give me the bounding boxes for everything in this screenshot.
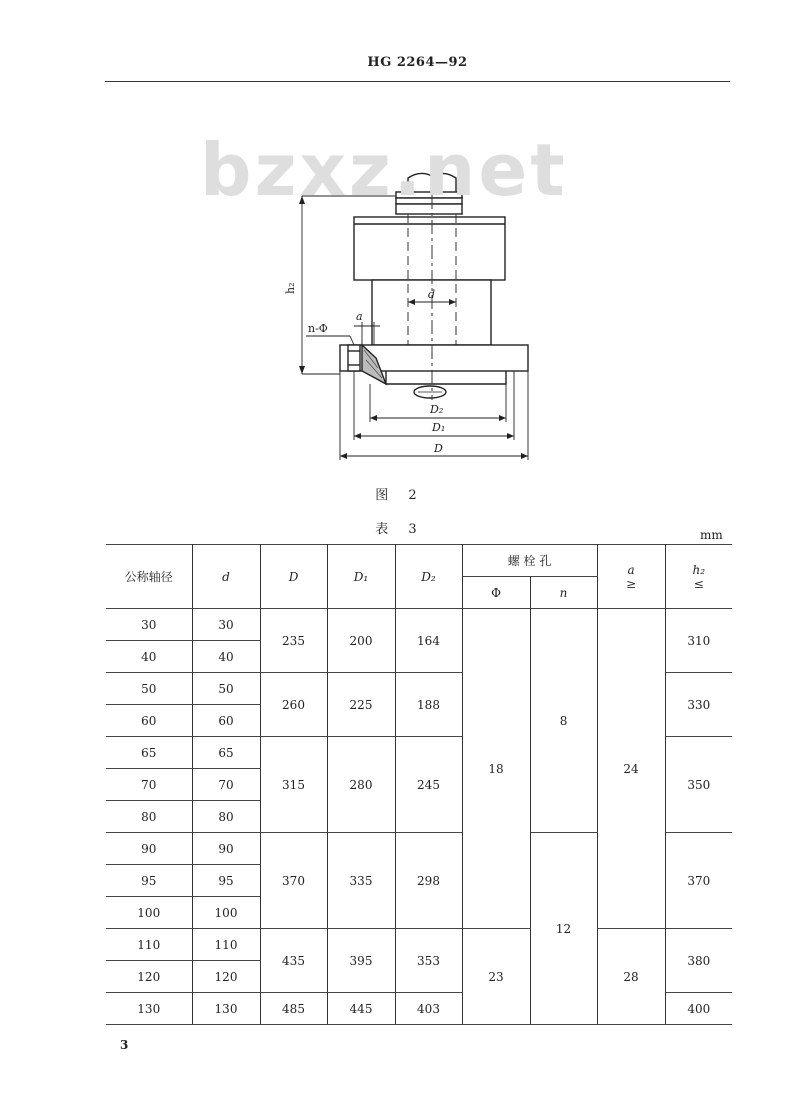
label-D1: D₁ xyxy=(432,421,446,434)
header-a-symbol: ≥ xyxy=(625,576,637,591)
header-a-label: a xyxy=(627,562,635,577)
cell-h2: 380 xyxy=(665,929,732,993)
cell-nominal: 90 xyxy=(106,833,192,865)
cell-nominal: 30 xyxy=(106,609,192,641)
header-bolt-hole: 螺 栓 孔 xyxy=(462,545,597,577)
table-row xyxy=(106,609,732,641)
header-phi: Φ xyxy=(462,577,530,609)
cell-D: 370 xyxy=(260,833,327,929)
header-n: n xyxy=(530,577,597,609)
cell-d: 80 xyxy=(192,801,260,833)
figure-caption: 图 2 xyxy=(375,488,425,503)
cell-h2: 350 xyxy=(665,737,732,833)
cell-d: 70 xyxy=(192,769,260,801)
cell-D1: 395 xyxy=(327,929,395,993)
cell-nominal: 70 xyxy=(106,769,192,801)
label-a: a xyxy=(356,310,363,323)
cell-h2: 400 xyxy=(665,993,732,1025)
cell-phi: 23 xyxy=(462,929,530,1025)
cell-phi: 18 xyxy=(462,609,530,929)
cell-nominal: 60 xyxy=(106,705,192,737)
cell-a: 28 xyxy=(597,929,665,1025)
label-D: D xyxy=(434,442,443,455)
cell-D2: 164 xyxy=(395,609,462,673)
cell-D: 260 xyxy=(260,673,327,737)
cell-nominal: 95 xyxy=(106,865,192,897)
technical-drawing xyxy=(0,0,800,520)
cell-n: 8 xyxy=(530,609,597,833)
cell-d: 65 xyxy=(192,737,260,769)
cell-D2: 403 xyxy=(395,993,462,1025)
header-h2-symbol: ≤ xyxy=(693,576,704,591)
cell-nominal: 110 xyxy=(106,929,192,961)
cell-n: 12 xyxy=(530,833,597,1025)
cell-D2: 245 xyxy=(395,737,462,833)
cell-D2: 353 xyxy=(395,929,462,993)
cell-h2: 310 xyxy=(665,609,732,673)
cell-nominal: 130 xyxy=(106,993,192,1025)
page-number: 3 xyxy=(120,1038,129,1052)
cell-d: 130 xyxy=(192,993,260,1025)
cell-nominal: 40 xyxy=(106,641,192,673)
cell-D: 435 xyxy=(260,929,327,993)
label-n-phi: n-Φ xyxy=(308,322,328,335)
header-nominal: 公称轴径 xyxy=(106,545,192,609)
standard-number: HG 2264—92 xyxy=(367,55,468,70)
cell-D2: 188 xyxy=(395,673,462,737)
cell-h2: 370 xyxy=(665,833,732,929)
cell-d: 120 xyxy=(192,961,260,993)
cell-d: 40 xyxy=(192,641,260,673)
cell-D: 485 xyxy=(260,993,327,1025)
header-h2-label: h₂ xyxy=(692,562,706,577)
cell-nominal: 120 xyxy=(106,961,192,993)
label-D2: D₂ xyxy=(430,403,444,416)
cell-D1: 445 xyxy=(327,993,395,1025)
cell-d: 90 xyxy=(192,833,260,865)
cell-D1: 335 xyxy=(327,833,395,929)
cell-d: 110 xyxy=(192,929,260,961)
label-h2: h₂ xyxy=(284,282,297,294)
header-D1: D₁ xyxy=(327,545,395,609)
header-D2: D₂ xyxy=(395,545,462,609)
header-D: D xyxy=(260,545,327,609)
header-d: d xyxy=(192,545,260,609)
cell-D: 235 xyxy=(260,609,327,673)
cell-d: 100 xyxy=(192,897,260,929)
cell-nominal: 65 xyxy=(106,737,192,769)
cell-d: 60 xyxy=(192,705,260,737)
label-d: d xyxy=(428,288,436,301)
cell-D1: 200 xyxy=(327,609,395,673)
cell-d: 50 xyxy=(192,673,260,705)
cell-nominal: 100 xyxy=(106,897,192,929)
cell-nominal: 80 xyxy=(106,801,192,833)
table-caption: 表 3 xyxy=(375,522,425,537)
header-a xyxy=(597,545,665,609)
cell-D2: 298 xyxy=(395,833,462,929)
cell-a: 24 xyxy=(597,609,665,929)
cell-D1: 280 xyxy=(327,737,395,833)
cell-d: 30 xyxy=(192,609,260,641)
table-row xyxy=(106,929,732,961)
cell-d: 95 xyxy=(192,865,260,897)
cell-h2: 330 xyxy=(665,673,732,737)
dimension-table xyxy=(106,544,732,1025)
header-h2 xyxy=(665,545,732,609)
cell-D: 315 xyxy=(260,737,327,833)
unit-label: mm xyxy=(700,528,723,542)
cell-nominal: 50 xyxy=(106,673,192,705)
cell-D1: 225 xyxy=(327,673,395,737)
watermark-logo: bzxz.net xyxy=(200,128,568,212)
